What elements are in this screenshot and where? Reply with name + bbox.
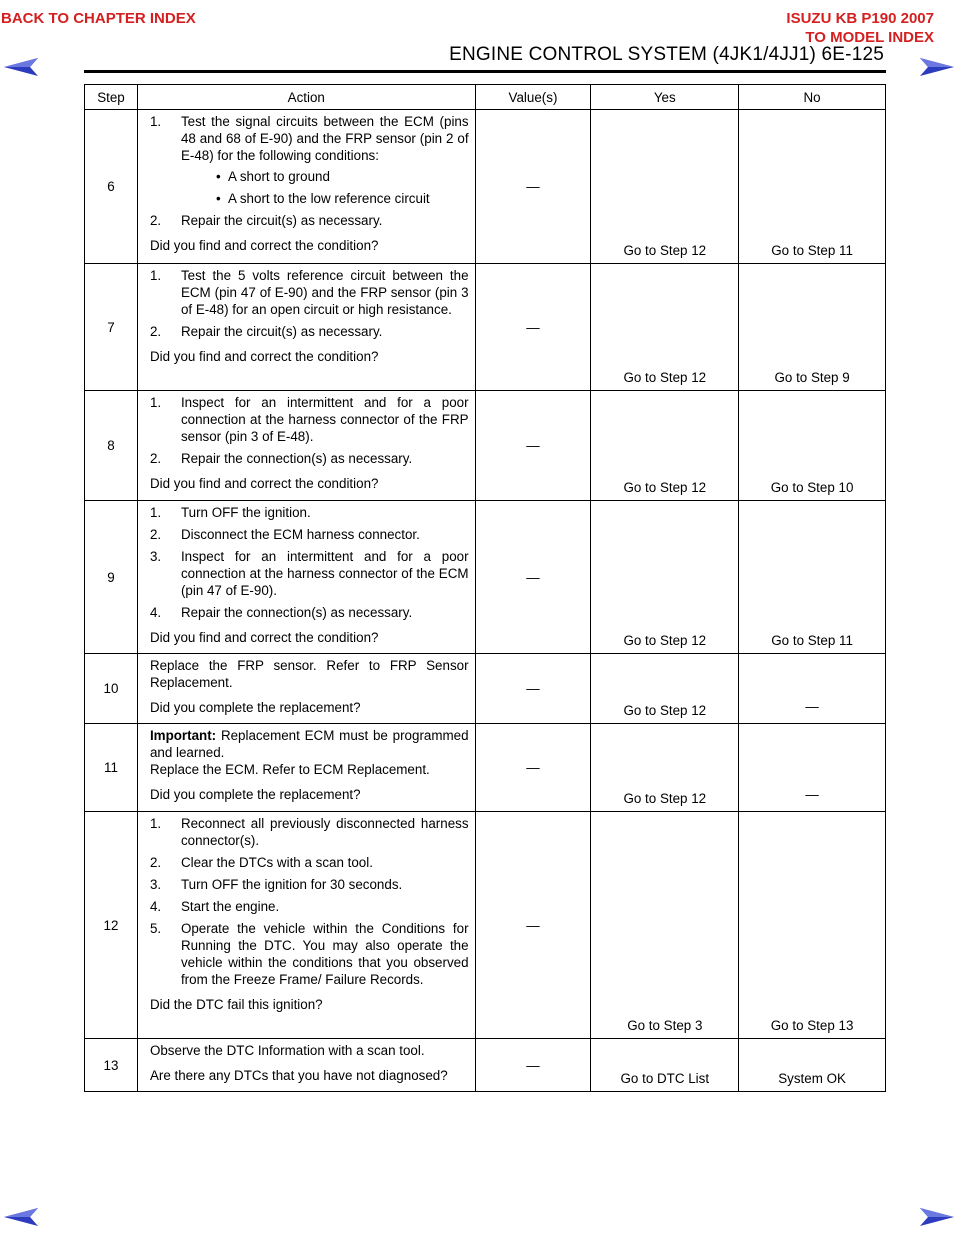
action-cell (137, 724, 475, 812)
action-cell (137, 812, 475, 1039)
action-cell (137, 654, 475, 724)
action-question: Did you complete the replacement? (149, 787, 361, 802)
action-cell (137, 391, 475, 501)
step-number: 12 (85, 812, 138, 1039)
yes-result: Go to Step 12 (591, 724, 739, 812)
column-header-action: Action (137, 85, 475, 110)
model-title-link[interactable]: ISUZU KB P190 2007 (786, 10, 934, 27)
no-result: — (739, 654, 886, 724)
action-item: 1. Test the 5 volts reference circuit between the ECM (pin 47 of E-90) and the FRP sensor (pin 3 of E-48) for an open circuit or high resistance. (149, 268, 469, 317)
no-result: Go to Step 11 (739, 501, 886, 654)
action-text: Replace the FRP sensor. Refer to FRP Sensor Replacement. (149, 658, 469, 690)
step-number: 6 (85, 110, 138, 264)
action-item: 3. Inspect for an intermittent and for a poor connection at the harness connector of the ECM (pin 47 of E-90). (149, 549, 469, 598)
action-item: 1. Turn OFF the ignition. (149, 505, 311, 520)
step-number: 13 (85, 1039, 138, 1092)
step-number: 9 (85, 501, 138, 654)
column-header-yes: Yes (591, 85, 739, 110)
step-number: 10 (85, 654, 138, 724)
step-number: 7 (85, 264, 138, 391)
important-note: Important: Replacement ECM must be programmed and learned. (149, 728, 469, 760)
action-text: Replace the ECM. Refer to ECM Replacement. (149, 762, 430, 777)
step-number: 8 (85, 391, 138, 501)
condition-bullet: • A short to ground (181, 168, 469, 185)
action-item: 4. Start the engine. (149, 899, 280, 914)
to-model-index-link[interactable]: TO MODEL INDEX (805, 29, 934, 46)
action-text: Observe the DTC Information with a scan tool. (149, 1043, 425, 1058)
value-cell: — (475, 812, 591, 1039)
yes-result: Go to DTC List (591, 1039, 739, 1092)
action-question: Did the DTC fail this ignition? (149, 997, 323, 1012)
action-question: Are there any DTCs that you have not diagnosed? (149, 1068, 448, 1083)
column-header-values: Value(s) (475, 85, 591, 110)
previous-page-arrow-icon[interactable] (2, 56, 40, 78)
table-row-step-7 (85, 264, 886, 391)
action-cell (137, 1039, 475, 1092)
previous-page-bottom-arrow-icon[interactable] (2, 1206, 40, 1228)
important-label: Important: (149, 728, 217, 743)
action-question: Did you find and correct the condition? (149, 349, 379, 364)
table-row-step-13 (85, 1039, 886, 1092)
no-result: System OK (739, 1039, 886, 1092)
action-item: 1. Reconnect all previously disconnected harness connector(s). (149, 816, 469, 848)
table-row-step-12 (85, 812, 886, 1039)
table-row-step-11 (85, 724, 886, 812)
action-item: 2. Repair the circuit(s) as necessary. (149, 213, 383, 228)
back-to-chapter-index-link[interactable]: BACK TO CHAPTER INDEX (1, 10, 196, 27)
action-question: Did you complete the replacement? (149, 700, 361, 715)
action-item: 2. Repair the connection(s) as necessary. (149, 451, 413, 466)
no-result: — (739, 724, 886, 812)
action-question: Did you find and correct the condition? (149, 238, 379, 253)
action-question: Did you find and correct the condition? (149, 476, 379, 491)
action-cell (137, 501, 475, 654)
action-item: 2. Disconnect the ECM harness connector. (149, 527, 420, 542)
no-result: Go to Step 10 (739, 391, 886, 501)
next-page-arrow-icon[interactable] (918, 56, 956, 78)
header-divider (84, 70, 886, 73)
action-item: 1. Inspect for an intermittent and for a poor connection at the harness connector of the FRP sensor (pin 3 of E-48). (149, 395, 469, 444)
action-item: 5. Operate the vehicle within the Conditions for Running the DTC. You may also operate the vehicle within the conditions that you observed from the Freeze Frame/ Failure Records. (149, 921, 469, 987)
value-cell: — (475, 501, 591, 654)
column-header-step: Step (85, 85, 138, 110)
action-item: 2. Clear the DTCs with a scan tool. (149, 855, 373, 870)
value-cell: — (475, 264, 591, 391)
table-row-step-8 (85, 391, 886, 501)
page-header-title: ENGINE CONTROL SYSTEM (4JK1/4JJ1) 6E-125 (449, 44, 884, 65)
action-cell (137, 264, 475, 391)
condition-bullet: • A short to the low reference circuit (181, 190, 469, 207)
yes-result: Go to Step 12 (591, 110, 739, 264)
yes-result: Go to Step 12 (591, 654, 739, 724)
yes-result: Go to Step 12 (591, 264, 739, 391)
table-header-row (85, 85, 886, 110)
action-item: 4. Repair the connection(s) as necessary. (149, 605, 413, 620)
step-number: 11 (85, 724, 138, 812)
value-cell: — (475, 654, 591, 724)
yes-result: Go to Step 3 (591, 812, 739, 1039)
table-row-step-10 (85, 654, 886, 724)
action-cell (137, 110, 475, 264)
column-header-no: No (739, 85, 886, 110)
action-item: 1. Test the signal circuits between the ECM (pins 48 and 68 of E-90) and the FRP sensor (pin 2 of E-48) for the following conditions: • A short to ground • A short to the low reference circuit (150, 113, 469, 207)
value-cell: — (475, 1039, 591, 1092)
action-item: 3. Turn OFF the ignition for 30 seconds. (149, 877, 403, 892)
table-row-step-6 (85, 110, 886, 264)
action-item: 2. Repair the circuit(s) as necessary. (149, 324, 383, 339)
yes-result: Go to Step 12 (591, 391, 739, 501)
no-result: Go to Step 9 (739, 264, 886, 391)
value-cell: — (475, 391, 591, 501)
no-result: Go to Step 11 (739, 110, 886, 264)
diagnostic-table (84, 84, 886, 1092)
yes-result: Go to Step 12 (591, 501, 739, 654)
no-result: Go to Step 13 (739, 812, 886, 1039)
table-row-step-9 (85, 501, 886, 654)
value-cell: — (475, 724, 591, 812)
value-cell: — (475, 110, 591, 264)
next-page-bottom-arrow-icon[interactable] (918, 1206, 956, 1228)
action-question: Did you find and correct the condition? (149, 630, 379, 645)
